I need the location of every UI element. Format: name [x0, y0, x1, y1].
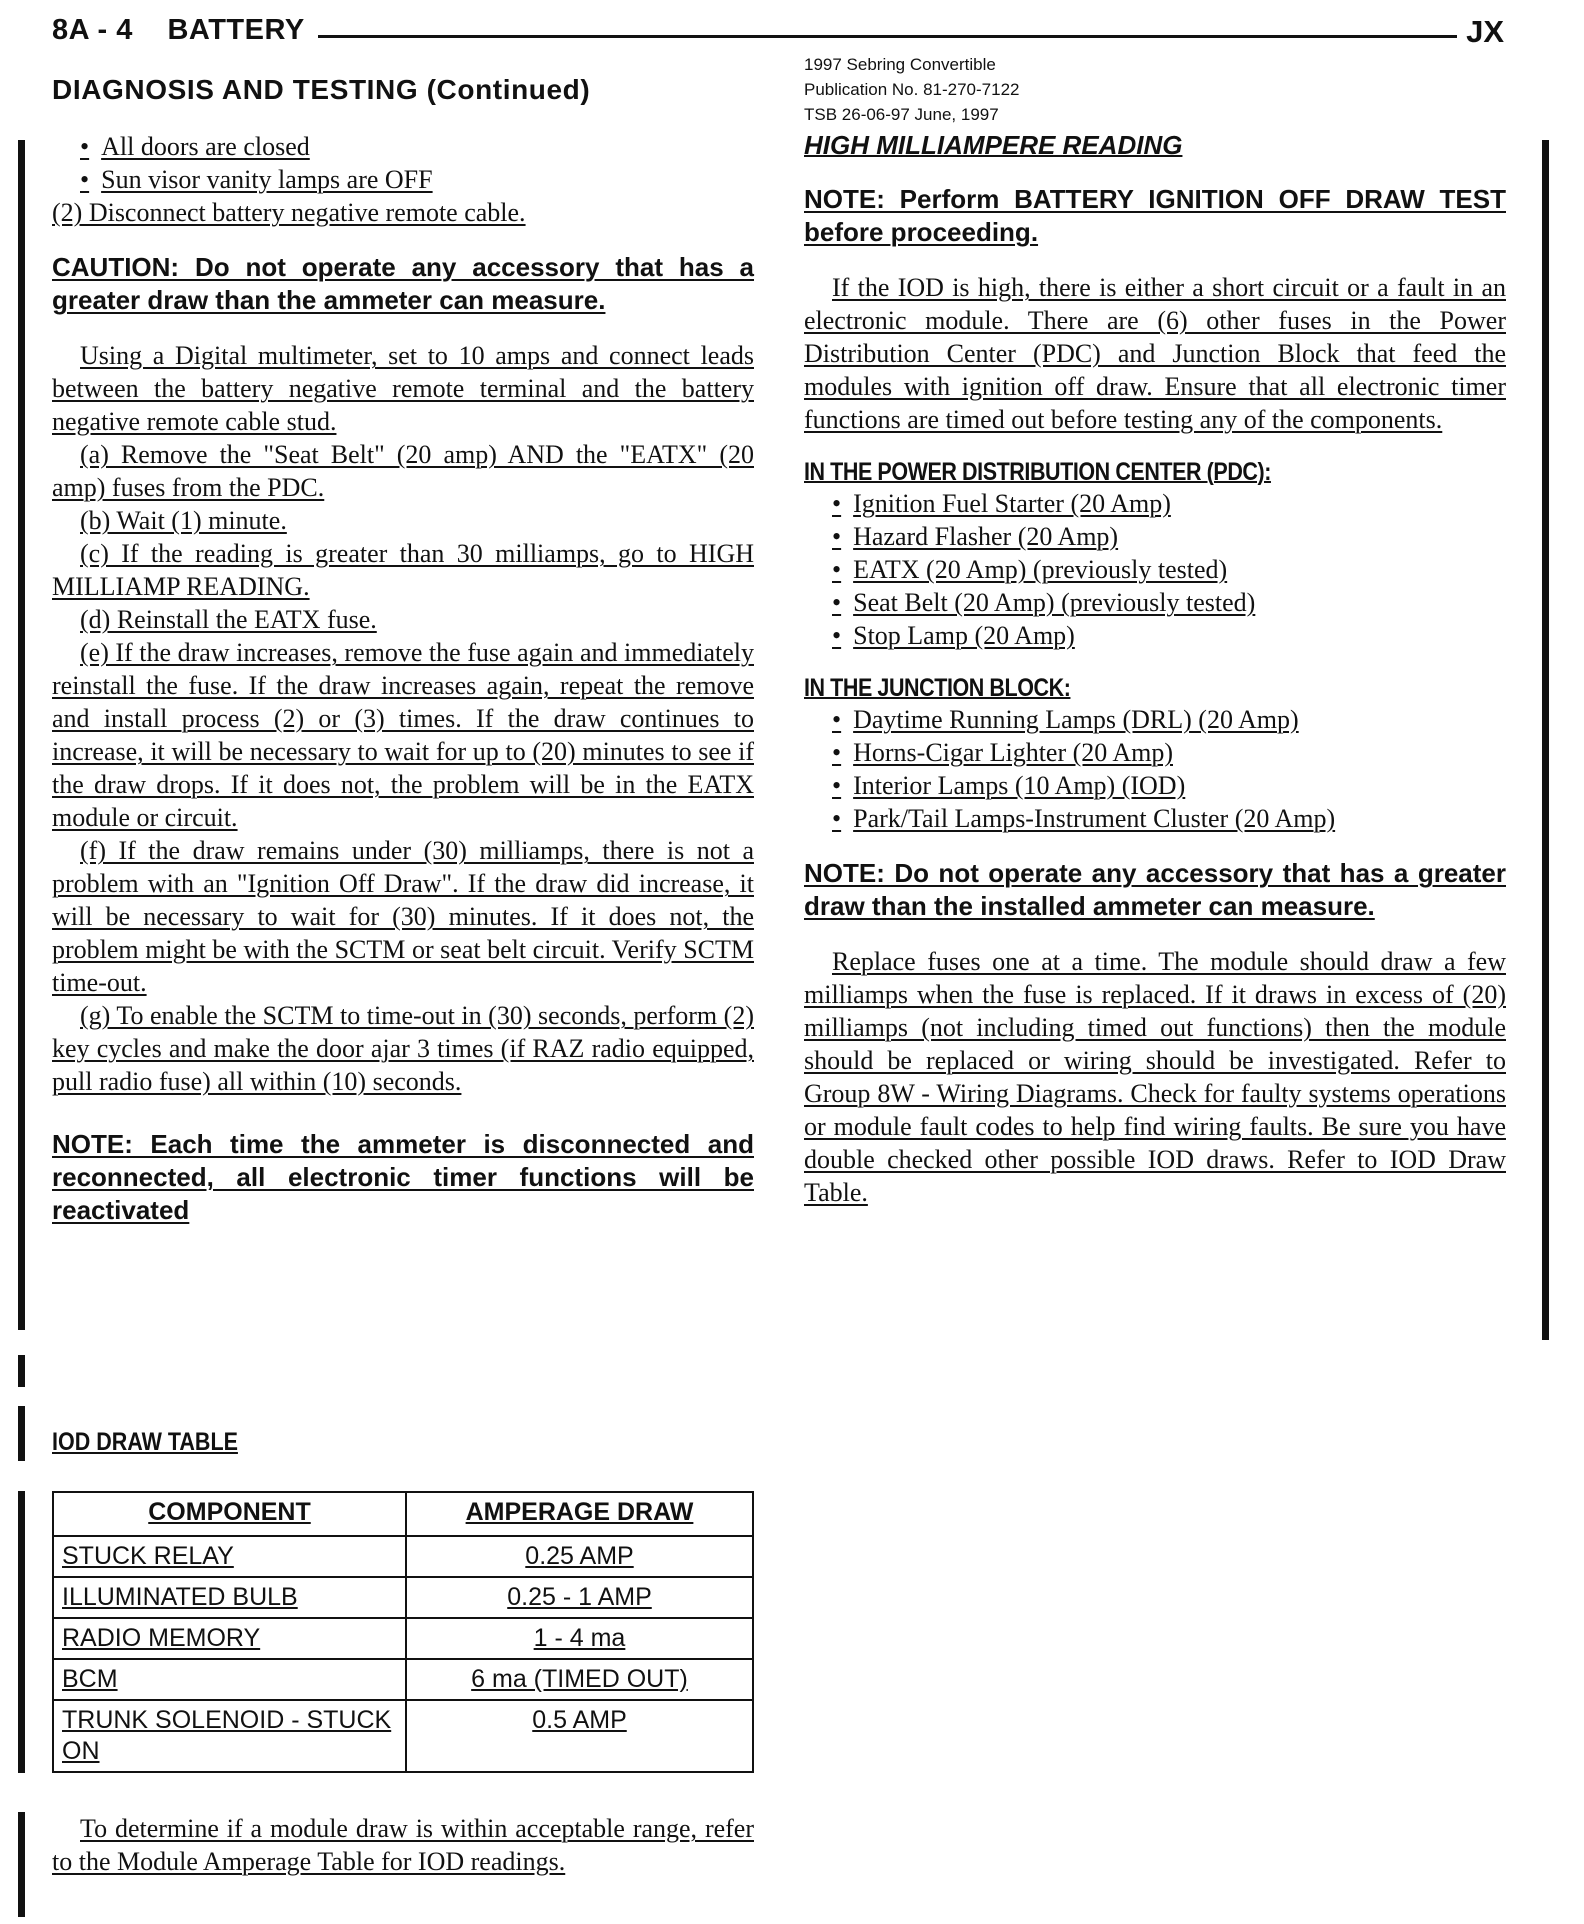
revision-bar [18, 1406, 25, 1461]
model-code: JX [1466, 14, 1504, 49]
high-milliampere-heading: HIGH MILLIAMPERE READING [804, 130, 1183, 160]
list-item: • EATX (20 Amp) (previously tested) [804, 553, 1506, 586]
table-cell: 0.5 AMP [406, 1700, 753, 1772]
step-a: (a) Remove the "Seat Belt" (20 amp) AND the "EATX" (20 amp) fuses from the PDC. [52, 440, 754, 502]
list-item: • Seat Belt (20 Amp) (previously tested) [804, 586, 1506, 619]
accessory-note: NOTE: Do not operate any accessory that has a greater draw than the installed ammeter can measure. [804, 858, 1506, 921]
list-item: • Sun visor vanity lamps are OFF [52, 163, 754, 196]
left-column [52, 130, 754, 1227]
iod-high-paragraph: If the IOD is high, there is either a short circuit or a fault in an electronic module. There are (6) other fuses in the Power Distribution Center (PDC) and Junction Block that feed the modules with ignition off draw. Ensure that all electronic timer functions are timed out before testing any of the components. [804, 273, 1506, 434]
table-row [53, 1536, 753, 1577]
table-cell: 1 - 4 ma [406, 1618, 753, 1659]
pdc-heading: IN THE POWER DISTRIBUTION CENTER (PDC): [804, 458, 1271, 486]
caution-note: CAUTION: Do not operate any accessory that has a greater draw than the ammeter can measure. [52, 252, 754, 315]
table-cell: 0.25 AMP [406, 1536, 753, 1577]
right-column [804, 130, 1506, 1209]
publication-line: TSB 26-06-97 June, 1997 [804, 105, 999, 124]
section-title: DIAGNOSIS AND TESTING (Continued) [52, 74, 591, 105]
footer-paragraph: To determine if a module draw is within acceptable range, refer to the Module Amperage Table for IOD readings. [52, 1814, 754, 1876]
table-cell: ILLUMINATED BULB [53, 1577, 406, 1618]
step-g: (g) To enable the SCTM to time-out in (30) seconds, perform (2) key cycles and make the door ajar 3 times (if RAZ radio equipped, pull radio fuse) all within (10) seconds. [52, 1001, 754, 1096]
list-item: • Daytime Running Lamps (DRL) (20 Amp) [804, 703, 1506, 736]
table-row [53, 1577, 753, 1618]
module-amperage-paragraph [52, 1812, 754, 1878]
list-item: • Ignition Fuel Starter (20 Amp) [804, 487, 1506, 520]
table-row [53, 1618, 753, 1659]
publication-line: 1997 Sebring Convertible [804, 55, 996, 74]
timer-note: NOTE: Each time the ammeter is disconnected and reconnected, all electronic timer functions will be reactivated [52, 1129, 754, 1225]
header-rule [318, 35, 1457, 38]
page-number: 8A - 4 [52, 14, 133, 46]
table-cell: 0.25 - 1 AMP [406, 1577, 753, 1618]
revision-bar [18, 1812, 25, 1917]
publication-info [804, 52, 1019, 127]
table-cell: RADIO MEMORY [53, 1618, 406, 1659]
list-item: • Hazard Flasher (20 Amp) [804, 520, 1506, 553]
list-item: • All doors are closed [52, 130, 754, 163]
table-header-row [53, 1492, 753, 1536]
revision-bar [18, 1355, 25, 1387]
revision-bar [1542, 140, 1549, 1340]
step-e: (e) If the draw increases, remove the fuse again and immediately reinstall the fuse. If the draw increases again, repeat the remove and install process (2) or (3) times. If the draw continues to increase, it will be necessary to wait for up to (20) minutes to see if the draw drops. If it does not, the problem will be in the EATX module or circuit. [52, 638, 754, 832]
table-row [53, 1700, 753, 1772]
column-header: AMPERAGE DRAW [406, 1492, 753, 1536]
perform-test-note: NOTE: Perform BATTERY IGNITION OFF DRAW TEST before proceeding. [804, 184, 1506, 247]
table-cell: BCM [53, 1659, 406, 1700]
column-header: COMPONENT [53, 1492, 406, 1536]
table-cell: 6 ma (TIMED OUT) [406, 1659, 753, 1700]
section-name: BATTERY [167, 14, 305, 46]
list-item: • Interior Lamps (10 Amp) (IOD) [804, 769, 1506, 802]
step-2: (2) Disconnect battery negative remote cable. [52, 198, 526, 227]
step-b: (b) Wait (1) minute. [80, 506, 287, 535]
list-item: • Horns-Cigar Lighter (20 Amp) [804, 736, 1506, 769]
table-cell: STUCK RELAY [53, 1536, 406, 1577]
step-f: (f) If the draw remains under (30) milliamps, there is not a problem with an "Ignition Off Draw". If the draw did increase, it will be necessary to wait for (30) minutes. If it does not, the problem might be with the SCTM or seat belt circuit. Verify SCTM time-out. [52, 836, 754, 997]
replace-fuses-paragraph: Replace fuses one at a time. The module should draw a few milliamps when the fuse is replaced. If it draws in excess of (20) milliamps (not including timed out functions) then the module should be replaced or wiring should be investigated. Refer to Group 8W - Wiring Diagrams. Check for faulty systems operations or module fault codes to help find wiring faults. Be sure you have double checked other possible IOD draws. Refer to IOD Draw Table. [804, 947, 1506, 1207]
step-c: (c) If the reading is greater than 30 milliamps, go to HIGH MILLIAMP READING. [52, 539, 754, 601]
table-row [53, 1659, 753, 1700]
junction-block-heading: IN THE JUNCTION BLOCK: [804, 674, 1071, 702]
publication-line: Publication No. 81-270-7122 [804, 80, 1020, 99]
iod-draw-table [52, 1491, 754, 1773]
revision-bar [18, 1491, 25, 1773]
revision-bar [18, 140, 25, 1330]
list-item: • Park/Tail Lamps-Instrument Cluster (20 Amp) [804, 802, 1506, 835]
step-d: (d) Reinstall the EATX fuse. [80, 605, 377, 634]
page-header [52, 14, 331, 47]
table-cell: TRUNK SOLENOID - STUCK ON [53, 1700, 406, 1772]
iod-table-title: IOD DRAW TABLE [52, 1428, 238, 1456]
list-item: • Stop Lamp (20 Amp) [804, 619, 1506, 652]
multimeter-paragraph: Using a Digital multimeter, set to 10 amps and connect leads between the battery negative remote terminal and the battery negative remote cable stud. [52, 341, 754, 436]
